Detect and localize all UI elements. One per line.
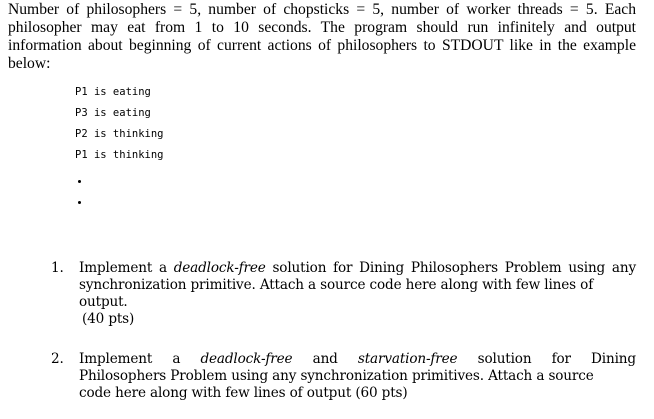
question-line	[79, 277, 636, 294]
question-number: 1.	[51, 260, 64, 276]
question-line	[79, 260, 636, 277]
question-text	[79, 351, 636, 402]
text-run: and	[292, 351, 358, 367]
text-run: solution for Dining Philosophers Problem using any	[265, 260, 636, 276]
question-line	[79, 385, 636, 402]
question-line	[79, 368, 636, 385]
intro-paragraph: Number of philosophers = 5, number of chopsticks = 5, number of worker threads = 5. Each philosopher may eat from 1 to 10 seconds. The program should run infinitely and output information about beginning of current actions of philosophers to STDOUT like in the example below:	[8, 1, 636, 72]
question-line	[79, 294, 636, 311]
example-output-line: P3 is eating	[75, 107, 151, 119]
question-text	[79, 260, 636, 328]
example-output-line: P1 is eating	[75, 86, 151, 98]
emphasis-text: starvation-free	[357, 351, 458, 367]
text-run: solution for Dining	[457, 351, 636, 367]
example-continuation-text	[0, 0, 1, 1]
text-run: Implement a	[79, 260, 174, 276]
points-label: (40 pts)	[82, 311, 135, 327]
example-output-line: P1 is thinking	[75, 149, 164, 161]
text-run: output.	[79, 294, 128, 310]
emphasis-text: deadlock-free	[173, 260, 266, 276]
text-run: Implement a	[79, 351, 201, 367]
ellipsis-dot	[78, 201, 81, 204]
example-output-line: P2 is thinking	[75, 128, 164, 140]
question-line	[79, 351, 636, 368]
ellipsis-dot	[78, 180, 81, 183]
emphasis-text: deadlock-free	[200, 351, 293, 367]
text-run: Philosophers Problem using any synchronization primitives. Attach a source	[79, 368, 594, 384]
question-number: 2.	[51, 351, 64, 367]
text-run: synchronization primitive. Attach a source code here along with few lines of	[79, 277, 594, 293]
text-run: code here along with few lines of output (60 pts)	[79, 385, 408, 401]
